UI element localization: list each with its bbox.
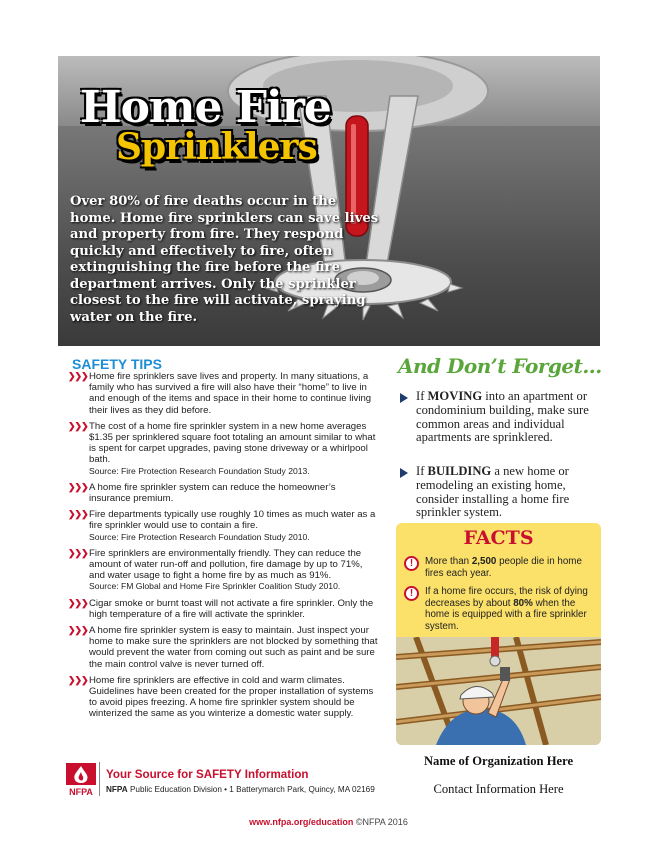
moving-pre: If [416,389,428,403]
chevron-bullet-icon: ❯❯❯ [68,371,88,381]
triangle-bullet-icon [400,393,408,403]
tip-text: Home fire sprinklers are effective in cold and warm climates. Guidelines have been created for the proper installation of systems to avoid pipes freezing. A home fire sprinkler system should be winterized the same as you winterize a domestic water supply. [89,674,374,720]
list-item [68,482,378,504]
safety-tips-list [68,371,378,725]
fact2-number: 80% [513,597,533,609]
tip-source: Source: Fire Protection Research Foundation Study 2013. [89,465,310,476]
nfpa-logo [66,763,96,797]
logo-text: NFPA [69,787,93,797]
exclamation-icon: ! [404,586,419,601]
hero-intro: Over 80% of fire deaths occur in the home. Home fire sprinklers can save lives and property from fire. They respond quickly and effectively to fire, often extinguishing the fire before the fire department arrives. Only the sprinkler closest to the fire will activate, spraying water on the fire. [70,194,379,325]
nfpa-url-link[interactable]: www.nfpa.org/education [249,817,354,827]
footer-tagline: Your Source for SAFETY Information [106,768,309,781]
chevron-bullet-icon: ❯❯❯ [68,674,88,685]
exclamation-icon: ! [404,556,419,571]
footer-divider [99,762,100,796]
chevron-bullet-icon: ❯❯❯ [68,597,88,608]
tip-text: A home fire sprinkler system can reduce the homeowner’s insurance premium. [89,481,336,505]
fact1-post: people die in home fires each year. [425,556,582,579]
building-pre: If [416,464,428,478]
tip-text: Cigar smoke or burnt toast will not activate a fire sprinkler. Only the high temperature of a fire will activate the sprinkler. [89,597,374,620]
list-item [68,371,378,416]
facts-box [396,523,601,745]
footer-org: NFPA [106,785,128,794]
dont-forget-moving [400,390,590,445]
worker-installing-sprinkler-illustration [396,637,601,745]
list-item [68,625,378,670]
list-item [68,421,378,477]
list-item [68,509,378,543]
moving-keyword: MOVING [427,389,483,403]
tip-source: Source: Fire Protection Research Foundation Study 2010. [89,531,310,542]
facts-heading: FACTS [463,527,534,549]
fact1-number: 2,500 [471,556,497,567]
list-item [68,675,378,720]
copyright: ©NFPA 2016 [353,817,408,827]
chevron-bullet-icon: ❯❯❯ [68,420,88,431]
chevron-bullet-icon: ❯❯❯ [68,481,88,492]
building-post: a new home or remodeling an existing home, consider installing a home fire sprinkler system. [416,464,570,520]
dont-forget-heading: And Don’t Forget... [398,354,602,378]
fact2-pre: If a home fire occurs, the risk of dying decreases by about [425,586,588,609]
organization-contact: Contact Information Here [433,782,564,796]
chevron-bullet-icon: ❯❯❯ [68,509,88,520]
title-line2: Sprinklers [116,126,317,168]
footer-url-line [0,817,657,827]
fact2-post: when the home is equipped with a fire sprinkler system. [425,597,587,632]
moving-post: into an apartment or condominium building, make sure common areas and individual apartments are sprinklered. [416,389,589,445]
safety-tips-heading: SAFETY TIPS [72,356,162,372]
dont-forget-building [400,465,590,520]
fact1-pre: More than [425,556,472,567]
triangle-bullet-icon [400,468,408,478]
title-line1: Home Fire [80,82,331,133]
tip-text: The cost of a home fire sprinkler system in a new home averages $1.35 per sprinklered square foot totaling an amount similar to what is spent for carpet upgrades, paving stone driveway or a whirlpool bath. [89,420,376,466]
tip-text: Fire departments typically use roughly 10 times as much water as a fire sprinkler would use to contain a fire. [89,509,376,532]
footer-address [106,785,375,794]
hero-image [58,56,600,346]
tip-text: Home fire sprinklers save lives and property. In many situations, a family who has survived a fire will also have their “home” to live in and enough of the items and space in their home to continue living their lives as they did before. [89,371,372,416]
list-item [68,598,378,620]
fact-1 [404,556,594,579]
footer-address-text: Public Education Division • 1 Batterymarch Park, Quincy, MA 02169 [127,785,375,794]
tip-text: Fire sprinklers are environmentally friendly. They can reduce the amount of water run-off and pollution, fire damage by up to 71%, and water usage to fight a home fire by as much as 91%. [89,547,363,582]
building-keyword: BUILDING [427,464,492,478]
chevron-bullet-icon: ❯❯❯ [68,625,88,636]
tip-source: Source: FM Global and Home Fire Sprinkler Coalition Study 2010. [89,581,341,592]
organization-name: Name of Organization Here [423,754,574,768]
chevron-bullet-icon: ❯❯❯ [68,547,88,558]
tip-text: A home fire sprinkler system is easy to maintain. Just inspect your home to make sure the sprinklers are not blocked by something that would prevent the water from coming out such as paint and be sure the main control valve is never turned off. [89,625,378,670]
fact-2 [404,586,594,632]
list-item [68,548,378,593]
